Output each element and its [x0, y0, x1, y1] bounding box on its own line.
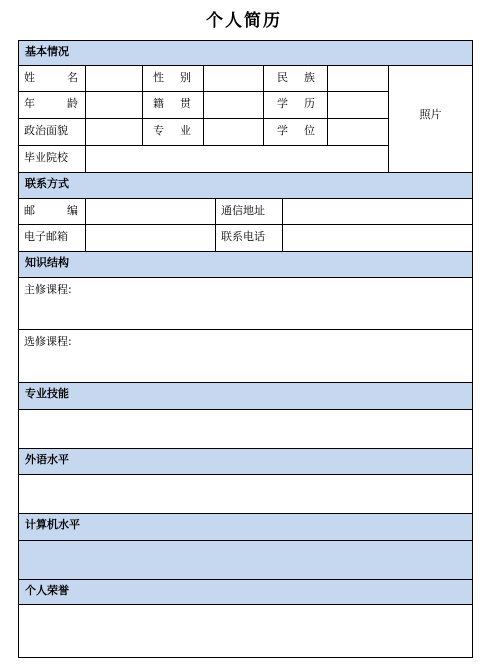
- field-degree[interactable]: [327, 118, 389, 146]
- label-address: 通信地址: [215, 198, 283, 225]
- field-education[interactable]: [327, 91, 389, 119]
- label-education: 学 历: [263, 91, 328, 119]
- section-basic-header: 基本情况: [18, 40, 473, 66]
- label-phone: 联系电话: [215, 224, 283, 252]
- field-hometown[interactable]: [203, 91, 264, 119]
- field-language[interactable]: [18, 474, 473, 514]
- label-degree: 学 位: [263, 118, 328, 146]
- section-computer-header: 计算机水平: [18, 513, 473, 541]
- field-honors[interactable]: [18, 604, 473, 658]
- photo-box[interactable]: [388, 65, 473, 173]
- label-name: 姓 名: [18, 65, 86, 92]
- section-honors-header: 个人荣誉: [18, 579, 473, 605]
- field-elective-courses[interactable]: 选修课程:: [18, 329, 473, 383]
- section-language-header: 外语水平: [18, 448, 473, 475]
- label-age: 年 龄: [18, 91, 86, 119]
- field-skills[interactable]: [18, 409, 473, 449]
- field-school[interactable]: [85, 145, 389, 173]
- field-age[interactable]: [85, 91, 143, 119]
- field-email[interactable]: [85, 224, 216, 252]
- field-postcode[interactable]: [85, 198, 216, 225]
- label-school: 毕业院校: [18, 145, 86, 173]
- field-name[interactable]: [85, 65, 143, 92]
- field-required-courses[interactable]: 主修课程:: [18, 277, 473, 330]
- field-major[interactable]: [203, 118, 264, 146]
- label-hometown: 籍 贯: [142, 91, 204, 119]
- label-major: 专 业: [142, 118, 204, 146]
- label-postcode: 邮 编: [18, 198, 86, 225]
- section-contact-header: 联系方式: [18, 172, 473, 199]
- photo-label: 照片: [419, 108, 442, 121]
- field-phone[interactable]: [282, 224, 473, 252]
- label-ethnicity: 民 族: [263, 65, 328, 92]
- page-title: 个人简历: [206, 11, 282, 31]
- label-email: 电子邮箱: [18, 224, 86, 252]
- field-address[interactable]: [282, 198, 473, 225]
- label-political: 政治面貌: [18, 118, 86, 146]
- label-gender: 性 别: [142, 65, 204, 92]
- section-skills-header: 专业技能: [18, 382, 473, 410]
- field-computer[interactable]: [18, 540, 473, 580]
- section-knowledge-header: 知识结构: [18, 251, 473, 278]
- field-ethnicity[interactable]: [327, 65, 389, 92]
- field-gender[interactable]: [203, 65, 264, 92]
- field-political[interactable]: [85, 118, 143, 146]
